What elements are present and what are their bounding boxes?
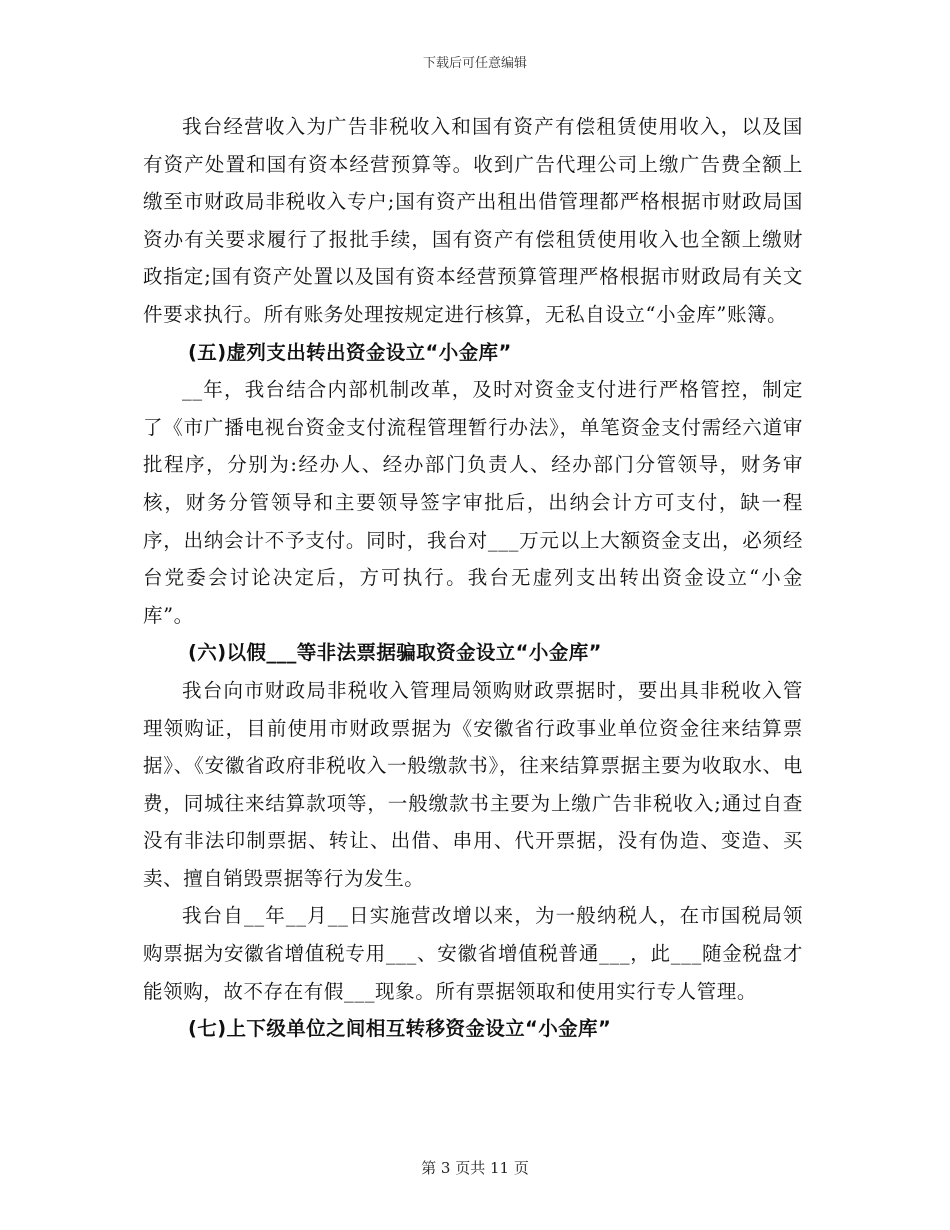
paragraph-business-income: 我台经营收入为广告非税收入和国有资产有偿租赁使用收入，以及国有资产处置和国有资本经营预算等。收到广告代理公司上缴广告费全额上缴至市财政局非税收入专户;国有资产出租出借管理都严格根据市财政局国资办有关要求履行了报批手续，国有资产有偿租赁使用收入也全额上缴财政指定;国有资产处置以及国有资本经营预算管理严格根据市财政局有关文件要求执行。所有账务处理按规定进行核算，无私自设立“小金库”账簿。 [143, 115, 803, 326]
section-heading-5: (五)虚列支出转出资金设立“小金库” [188, 340, 512, 364]
section-heading-7: (七)上下级单位之间相互转移资金设立“小金库” [188, 1017, 612, 1041]
page-number-footer: 第 3 页共 11 页 [421, 1159, 529, 1177]
paragraph-vat-invoices: 我台自__年__月__日实施营改增以来，为一般纳税人，在市国税局领购票据为安徽省增值税专用___、安徽省增值税普通___，此___随金税盘才能领购，故不存在有假___现象。所有票据领取和使用实行专人管理。 [143, 904, 803, 1003]
paragraph-expenditure-control: __年，我台结合内部机制改革，及时对资金支付进行严格管控，制定了《市广播电视台资金支付流程管理暂行办法》，单笔资金支付需经六道审批程序，分别为:经办人、经办部门负责人、经办部门分管领导，财务审核，财务分管领导和主要领导签字审批后，出纳会计方可支付，缺一程序，出纳会计不予支付。同时，我台对___万元以上大额资金支出，必须经台党委会讨论决定后，方可执行。我台无虚列支出转出资金设立“小金库”。 [143, 378, 803, 627]
document-body [143, 108, 803, 1048]
section-heading-6: (六)以假___等非法票据骗取资金设立“小金库” [188, 641, 602, 665]
page-header-note: 下载后可任意编辑 [422, 56, 527, 71]
paragraph-fiscal-bills: 我台向市财政局非税收入管理局领购财政票据时，要出具非税收入管理领购证，目前使用市财政票据为《安徽省行政事业单位资金往来结算票据》、《安徽省政府非税收入一般缴款书》，往来结算票据主要为收取水、电费，同城往来结算款项等，一般缴款书主要为上缴广告非税收入;通过自查没有非法印制票据、转让、出借、串用、代开票据，没有伪造、变造、买卖、擅自销毁票据等行为发生。 [143, 678, 803, 890]
